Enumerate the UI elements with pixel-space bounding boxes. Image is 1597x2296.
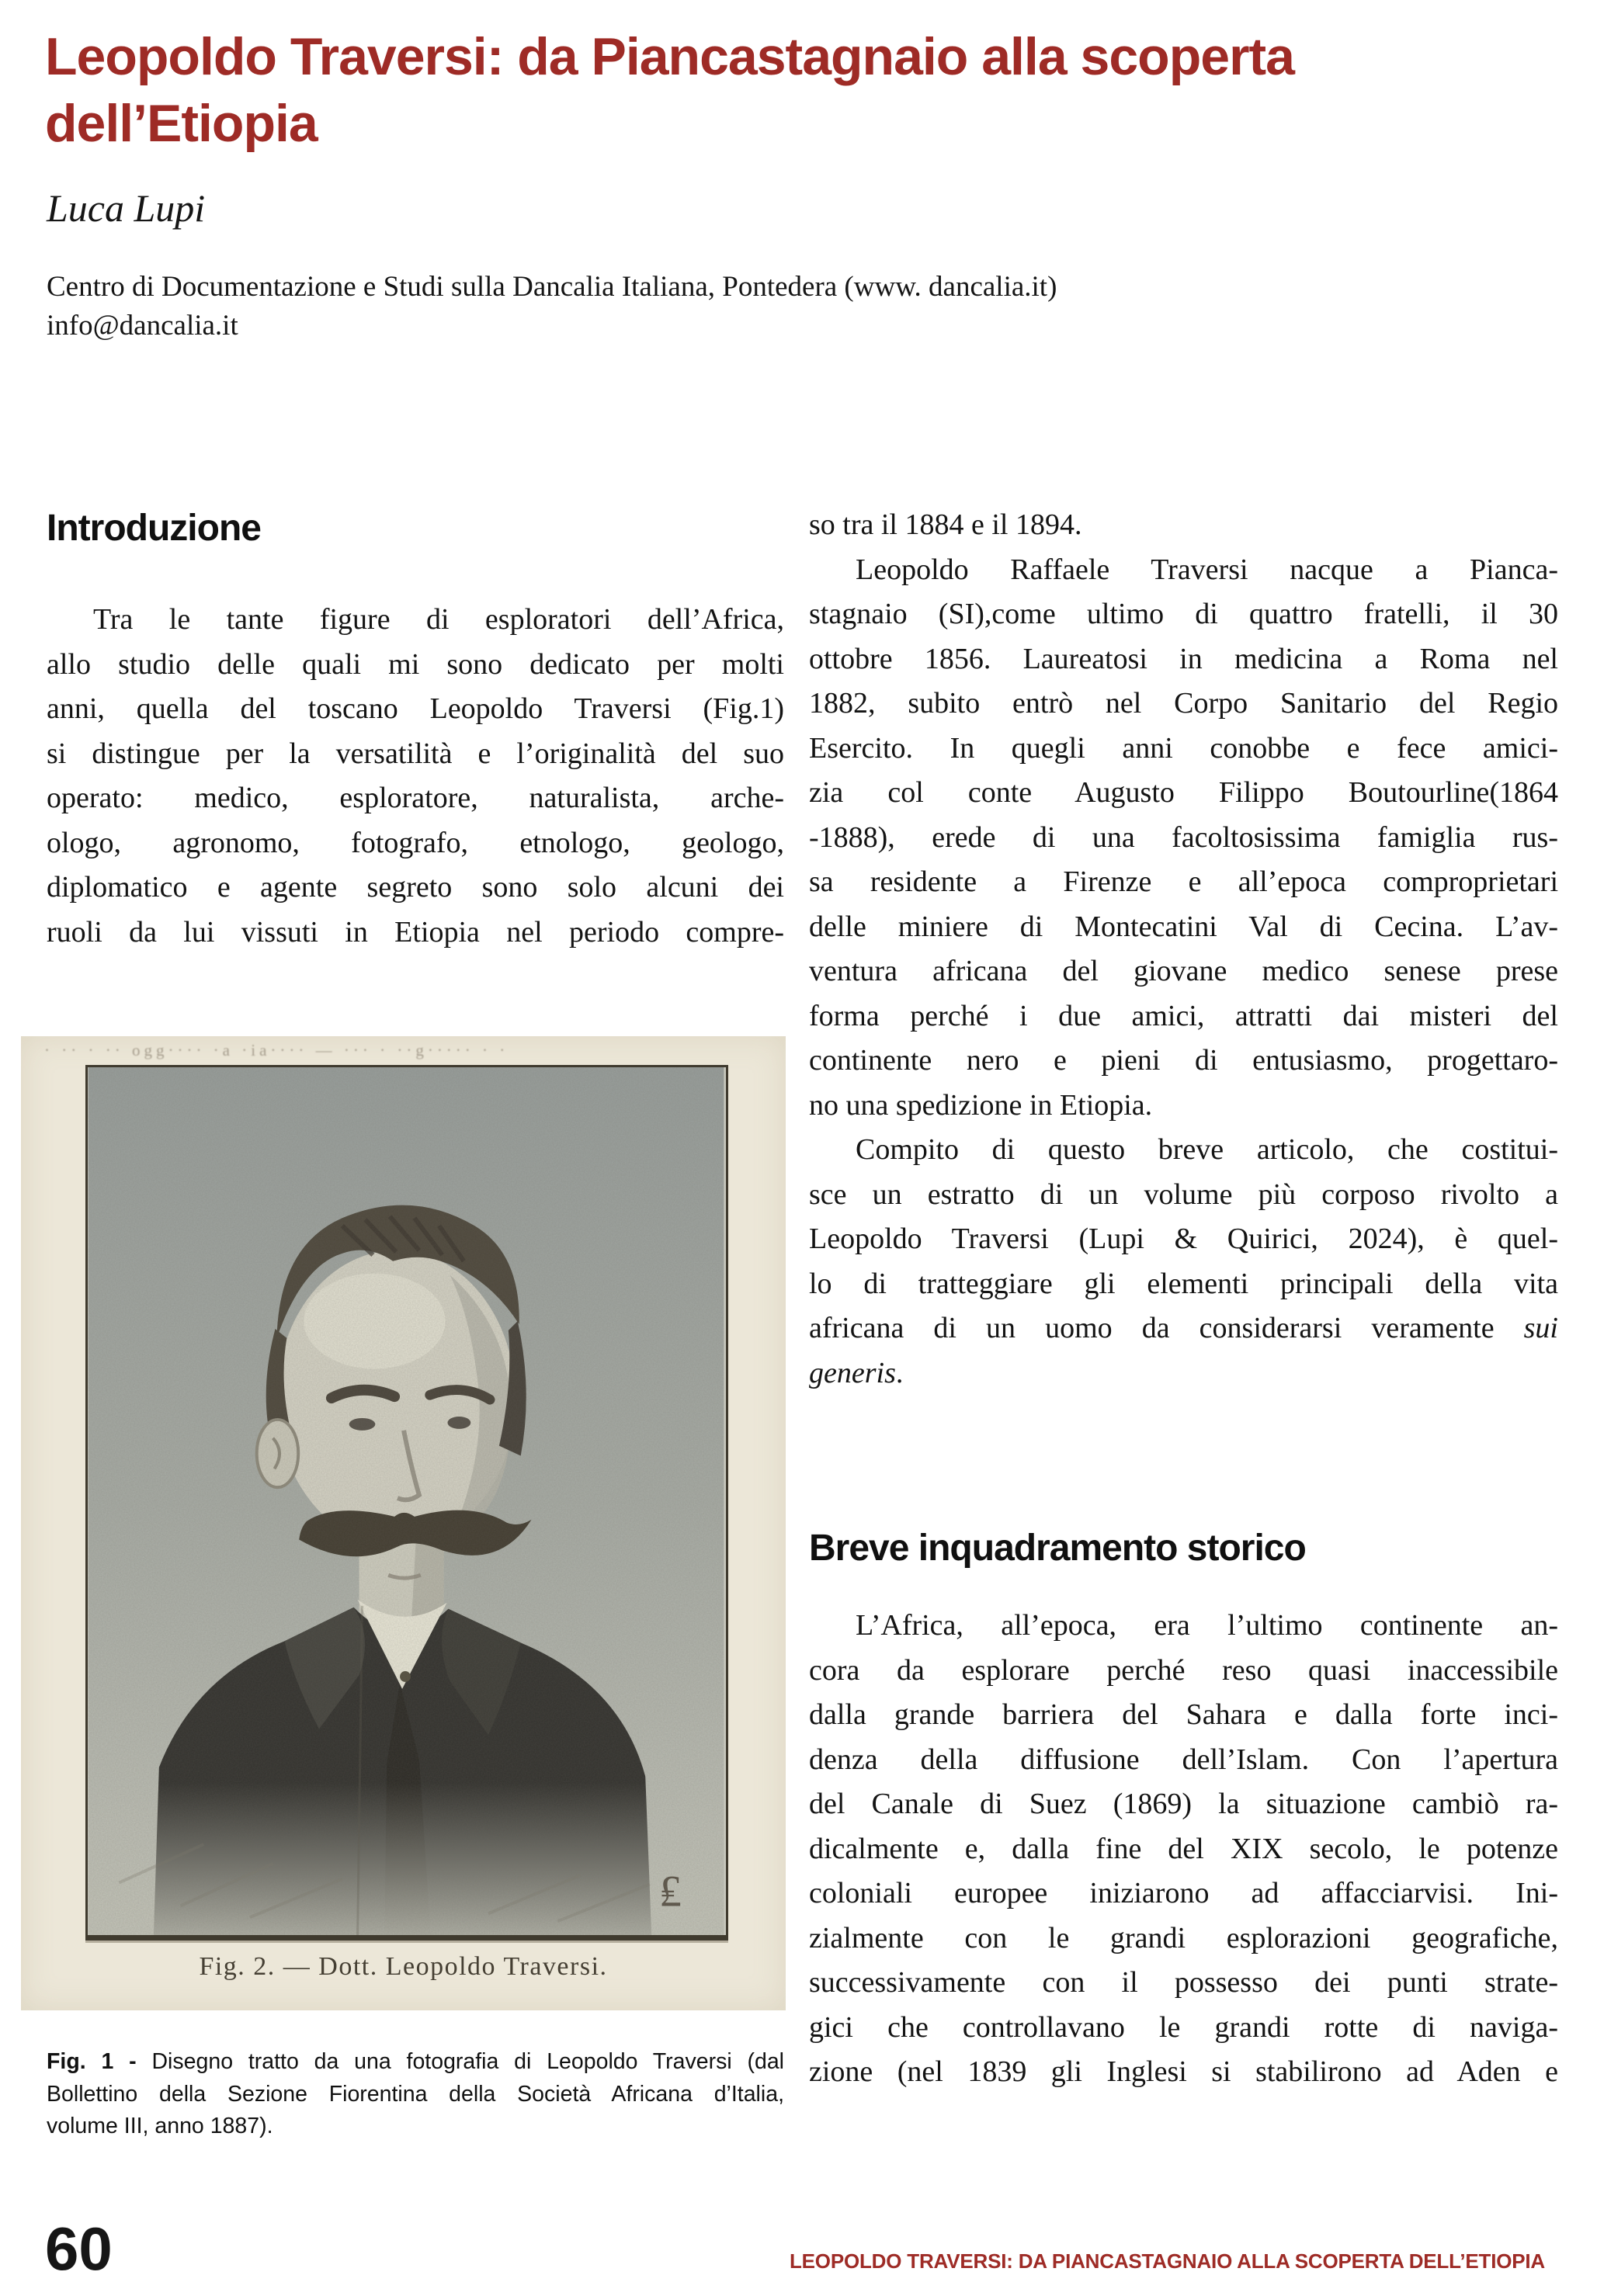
text-line: Tra le tante figure di esploratori dell’Africa, xyxy=(93,603,784,636)
text-line: cora da esplorare perché reso quasi inaccessibile xyxy=(809,1653,1558,1687)
portrait-engraving xyxy=(85,1065,728,1941)
paragraph-scope xyxy=(809,1128,1558,1396)
text-line: stagnaio (SI),come ultimo di quattro fratelli, il 30 xyxy=(809,598,1558,630)
text-line: del Canale di Suez (1869) la situazione cambiò ra- xyxy=(809,1788,1558,1821)
text-line: lo di tratteggiare gli elementi principali della vita xyxy=(809,1267,1558,1300)
text-line: sce un estratto di un volume più corposo rivolto a xyxy=(809,1177,1558,1211)
engraver-monogram: ₤ xyxy=(659,1867,682,1916)
text-line: -1888), erede di una facoltosissima famiglia rus- xyxy=(809,820,1558,854)
right-column xyxy=(809,503,1558,2095)
text-line: ottobre 1856. Laureatosi in medicina a Roma nel xyxy=(809,642,1558,675)
figure-caption-text: Disegno tratto da una fotografia di Leopoldo Traversi (dal xyxy=(136,2049,784,2074)
text-line: ventura africana del giovane medico senese prese xyxy=(809,955,1558,987)
text-line: 1882, subito entrò nel Corpo Sanitario del Regio xyxy=(809,687,1558,720)
text-line: zione (nel 1839 gli Inglesi si stabilirono ad Aden e xyxy=(809,2055,1558,2089)
page-title-line-2: dell’Etiopia xyxy=(45,94,318,153)
text-line: zia col conte Augusto Filippo Boutourline(1864 xyxy=(809,776,1558,809)
paragraph-historical xyxy=(809,1604,1558,2095)
left-column xyxy=(47,509,784,955)
text-line: no una spedizione in Etiopia. xyxy=(809,1088,1153,1122)
figure-caption-line-1 xyxy=(47,2046,784,2079)
intro-paragraph xyxy=(47,598,784,955)
text-line: operato: medico, esploratore, naturalista, arche- xyxy=(47,782,784,815)
figure-scan xyxy=(21,1036,786,2010)
paragraph-biography xyxy=(809,548,1558,1129)
figure-caption-line-3: volume III, anno 1887). xyxy=(47,2114,273,2138)
text-line: gici che controllavano le grandi rotte di naviga- xyxy=(809,2010,1558,2044)
text-line: sa residente a Firenze e all’epoca comproprietari xyxy=(809,865,1558,898)
paragraph-continuation xyxy=(809,503,1558,548)
text-line: diplomatico e agente segreto sono solo alcuni dei xyxy=(47,871,784,904)
text-line: generis. xyxy=(809,1356,904,1389)
engraving-caption: Fig. 2. — Dott. Leopoldo Traversi. xyxy=(199,1952,608,1981)
text-line: Esercito. In quegli anni conobbe e fece amici- xyxy=(809,731,1558,765)
figure-caption xyxy=(47,2046,784,2143)
text-line: so tra il 1884 e il 1894. xyxy=(809,508,1082,541)
text-line: africana di un uomo da considerarsi veramente sui xyxy=(809,1312,1558,1344)
text-line: Compito di questo breve articolo, che costitui- xyxy=(856,1133,1558,1166)
text-line: anni, quella del toscano Leopoldo Traversi (Fig.1) xyxy=(47,692,784,726)
affiliation-line-1: Centro di Documentazione e Studi sulla Dancalia Italiana, Pontedera (www. dancalia.it) xyxy=(47,271,1057,303)
text-line: ruoli da lui vissuti in Etiopia nel periodo compre- xyxy=(47,915,784,949)
section-heading-introduzione: Introduzione xyxy=(47,508,261,549)
figure-caption-label: Fig. 1 - xyxy=(47,2049,137,2074)
figure-caption-line-2: Bollettino della Sezione Fiorentina della Società Africana d’Italia, xyxy=(47,2081,784,2107)
affiliation xyxy=(47,268,1057,345)
text-line: denza della diffusione dell’Islam. Con l’apertura xyxy=(809,1743,1558,1776)
page-number: 60 xyxy=(45,2214,113,2283)
scan-artifact-text: · ·· · ·· ogg···· ·a ·ia···· — ··· · ··g····· · · xyxy=(44,1041,509,1060)
text-line: Leopoldo Raffaele Traversi nacque a Pianca- xyxy=(856,553,1558,586)
text-line: forma perché i due amici, attratti dai misteri del xyxy=(809,999,1558,1032)
text-line: si distingue per la versatilità e l’originalità del suo xyxy=(47,737,784,770)
text-line: dicalmente e, dalla fine del XIX secolo, le potenze xyxy=(809,1832,1558,1865)
page-title xyxy=(45,23,1559,157)
text-line: delle miniere di Montecatini Val di Cecina. L’av- xyxy=(809,910,1558,943)
affiliation-line-2: info@dancalia.it xyxy=(47,310,238,342)
text-line: allo studio delle quali mi sono dedicato per molti xyxy=(47,647,784,681)
text-line: dalla grande barriera del Sahara e dalla forte inci- xyxy=(809,1698,1558,1732)
text-line: ologo, agronomo, fotografo, etnologo, geologo, xyxy=(47,826,784,859)
page-title-line-1: Leopoldo Traversi: da Piancastagnaio alla scoperta xyxy=(45,27,1294,86)
running-footer-title: LEOPOLDO TRAVERSI: DA PIANCASTAGNAIO ALLA SCOPERTA DELL’ETIOPIA xyxy=(789,2249,1545,2273)
text-line: coloniali europee iniziarono ad affacciarvisi. Ini- xyxy=(809,1877,1558,1910)
text-line: continente nero e pieni di entusiasmo, progettaro- xyxy=(809,1044,1558,1077)
portrait-illustration xyxy=(88,1067,724,1935)
text-line: L’Africa, all’epoca, era l’ultimo continente an- xyxy=(856,1609,1558,1642)
section-heading-breve-inquadramento: Breve inquadramento storico xyxy=(809,1528,1306,1569)
author-name: Luca Lupi xyxy=(47,186,206,230)
text-line: successivamente con il possesso dei punti strate- xyxy=(809,1966,1558,1999)
text-line: zialmente con le grandi esplorazioni geografiche, xyxy=(809,1921,1558,1954)
text-line: Leopoldo Traversi (Lupi & Quirici, 2024), è quel- xyxy=(809,1223,1558,1255)
